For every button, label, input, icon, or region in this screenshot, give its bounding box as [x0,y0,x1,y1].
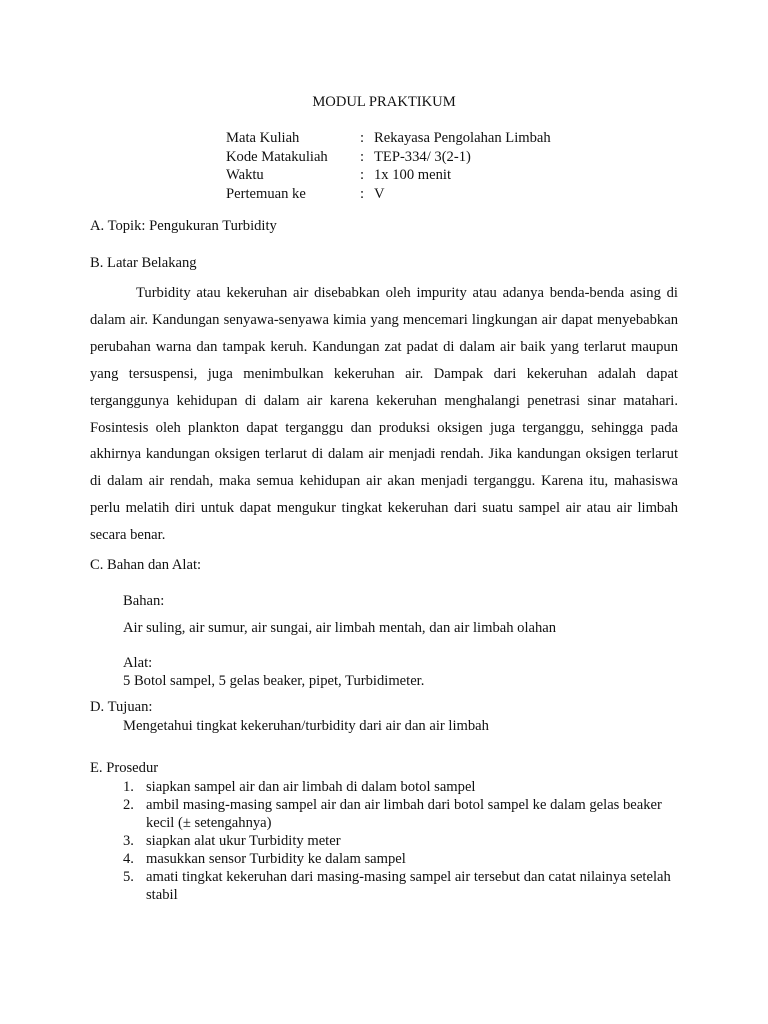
info-label: Pertemuan ke [226,185,306,202]
info-label: Kode Matakuliah [226,148,328,165]
step-text: amati tingkat kekeruhan dari masing-masing sampel air tersebut dan catat nilainya setelah stabil [146,869,671,903]
materials-alat-text: 5 Botol sampel, 5 gelas beaker, pipet, Turbidimeter. [123,673,425,689]
step-number: 5. [123,869,134,885]
section-topic-heading: A. Topik: Pengukuran Turbidity [90,218,277,234]
info-value: V [374,185,385,202]
course-info-table [226,129,551,203]
info-separator: : [360,148,365,165]
materials-bahan-label: Bahan: [123,593,165,609]
procedure-step [123,868,683,904]
info-value: Rekayasa Pengolahan Limbah [374,130,551,146]
procedure-step [123,832,683,850]
materials-bahan-text: Air suling, air sumur, air sungai, air limbah mentah, dan air limbah olahan [123,620,557,636]
info-row-meeting [226,185,551,204]
procedure-list [123,778,683,904]
section-materials-heading: C. Bahan dan Alat: [90,557,202,573]
info-separator: : [360,185,365,202]
step-number: 4. [123,851,134,867]
step-number: 2. [123,797,134,813]
section-procedure-heading: E. Prosedur [90,760,159,776]
info-value: 1x 100 menit [374,167,452,183]
procedure-step [123,850,683,868]
step-text: ambil masing-masing sampel air dan air limbah dari botol sampel ke dalam gelas beaker kecil (± setengahnya) [146,797,662,831]
section-background-heading: B. Latar Belakang [90,255,197,271]
info-row-time [226,166,551,185]
info-separator: : [360,130,365,146]
step-number: 3. [123,833,134,849]
step-text: masukkan sensor Turbidity ke dalam sampel [146,851,406,867]
procedure-step [123,796,683,832]
info-value: TEP-334/ 3(2-1) [374,148,471,165]
info-row-code [226,148,551,167]
materials-alat-label: Alat: [123,655,153,671]
step-text: siapkan sampel air dan air limbah di dalam botol sampel [146,779,476,795]
objective-text: Mengetahui tingkat kekeruhan/turbidity dari air dan air limbah [123,718,489,734]
section-objective-heading: D. Tujuan: [90,699,153,715]
page-title: MODUL PRAKTIKUM [312,94,456,110]
info-label: Waktu [226,167,264,183]
procedure-step [123,778,683,796]
step-number: 1. [123,779,134,795]
step-text: siapkan alat ukur Turbidity meter [146,833,341,849]
background-paragraph: Turbidity atau kekeruhan air disebabkan oleh impurity atau adanya benda-benda asing di dalam air. Kandungan senyawa-senyawa kimia yang mencemari lingkungan air dapat menyebabkan perubahan warna dan tampak keruh. Kandungan zat padat di dalam air baik yang terlarut maupun yang tersuspensi, juga menimbulkan kekeruhan air. Dampak dari kekeruhan adalah dapat terganggunya kehidupan di dalam air karena kekeruhan menghalangi penetrasi sinar matahari. Fosintesis oleh plankton dapat terganggu dan produksi oksigen juga terganggu, sehingga pada akhirnya kandungan oksigen terlarut di dalam air menjadi rendah. Jika kandungan oksigen terlarut di dalam air rendah, maka semua kehidupan air akan menjadi terganggu. Karena itu, mahasiswa perlu melatih diri untuk dapat mengukur tingkat kekeruhan dari suatu sampel air atau air limbah secara benar. [90,285,678,544]
info-row-course [226,129,551,148]
info-separator: : [360,167,365,183]
info-label: Mata Kuliah [226,130,300,146]
